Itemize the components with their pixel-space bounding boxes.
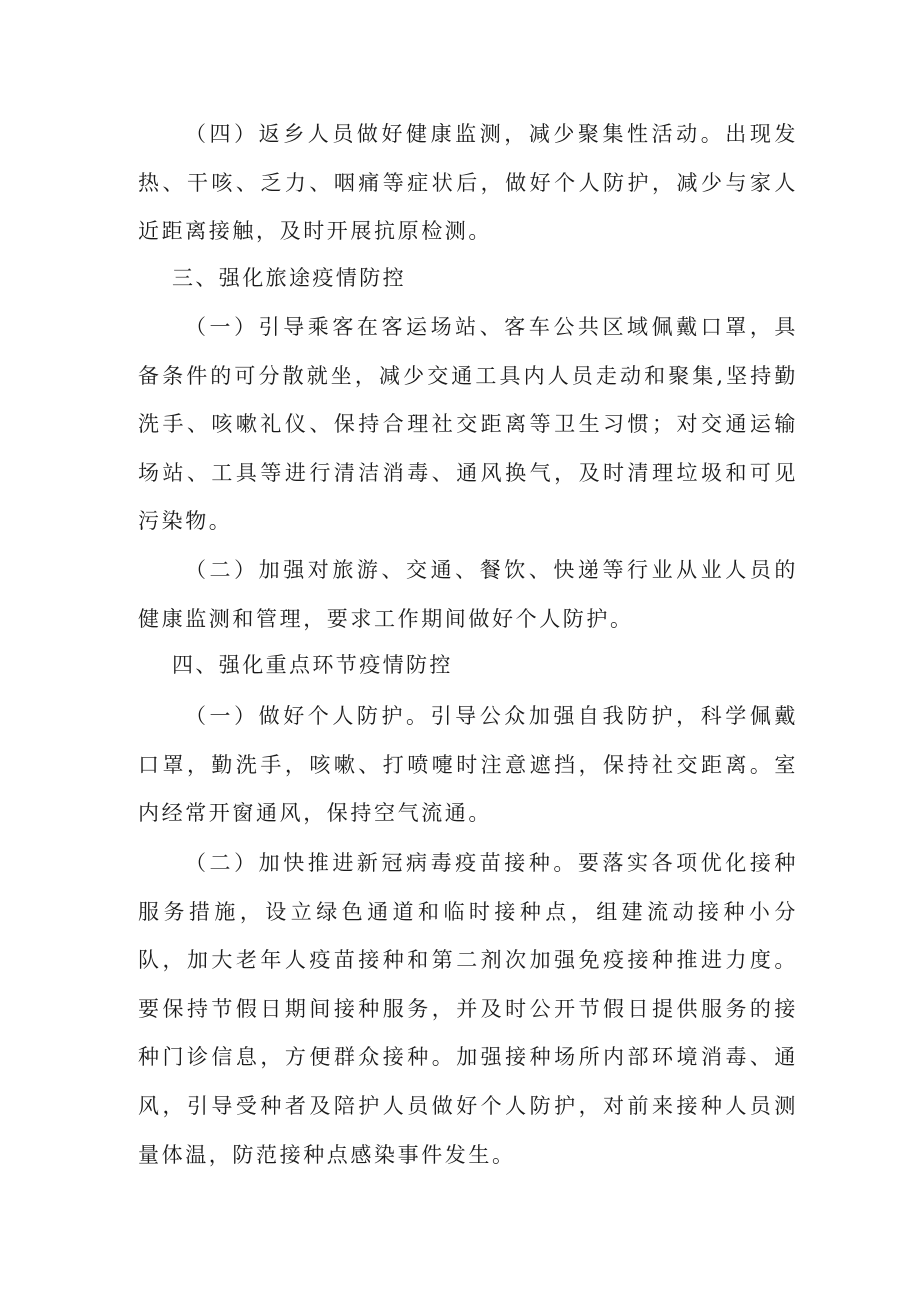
paragraph-passenger-guidance: （一）引导乘客在客运场站、客车公共区域佩戴口罩，具备条件的可分散就坐，减少交通工具内人员走动和聚集,坚持勤洗手、咳嗽礼仪、保持合理社交距离等卫生习惯；对交通运输场站、工具等进行清洁消毒、通风换气，及时清理垃圾和可见污染物。 [138,315,798,534]
section-heading-key-links: 四、强化重点环节疫情防控 [172,653,453,677]
paragraph-vaccination: （二）加快推进新冠病毒疫苗接种。要落实各项优化接种服务措施，设立绿色通道和临时接种点，组建流动接种小分队，加大老年人疫苗接种和第二剂次加强免疫接种推进力度。要保持节假日期间接种服务，并及时公开节假日提供服务的接种门诊信息，方便群众接种。加强接种场所内部环境消毒、通风，引导受种者及陪护人员做好个人防护，对前来接种人员测量体温，防范接种点感染事件发生。 [138,851,798,1167]
paragraph-industry-workers: （二）加强对旅游、交通、餐饮、快递等行业从业人员的健康监测和管理，要求工作期间做好个人防护。 [138,558,798,631]
paragraph-return-home-monitoring: （四）返乡人员做好健康监测，减少聚集性活动。出现发热、干咳、乏力、咽痛等症状后，做好个人防护，减少与家人近距离接触，及时开展抗原检测。 [138,122,798,244]
section-heading-travel: 三、强化旅途疫情防控 [172,266,406,290]
paragraph-personal-protection: （一）做好个人防护。引导公众加强自我防护，科学佩戴口罩，勤洗手，咳嗽、打喷嚏时注意遮挡，保持社交距离。室内经常开窗通风，保持空气流通。 [138,704,798,826]
